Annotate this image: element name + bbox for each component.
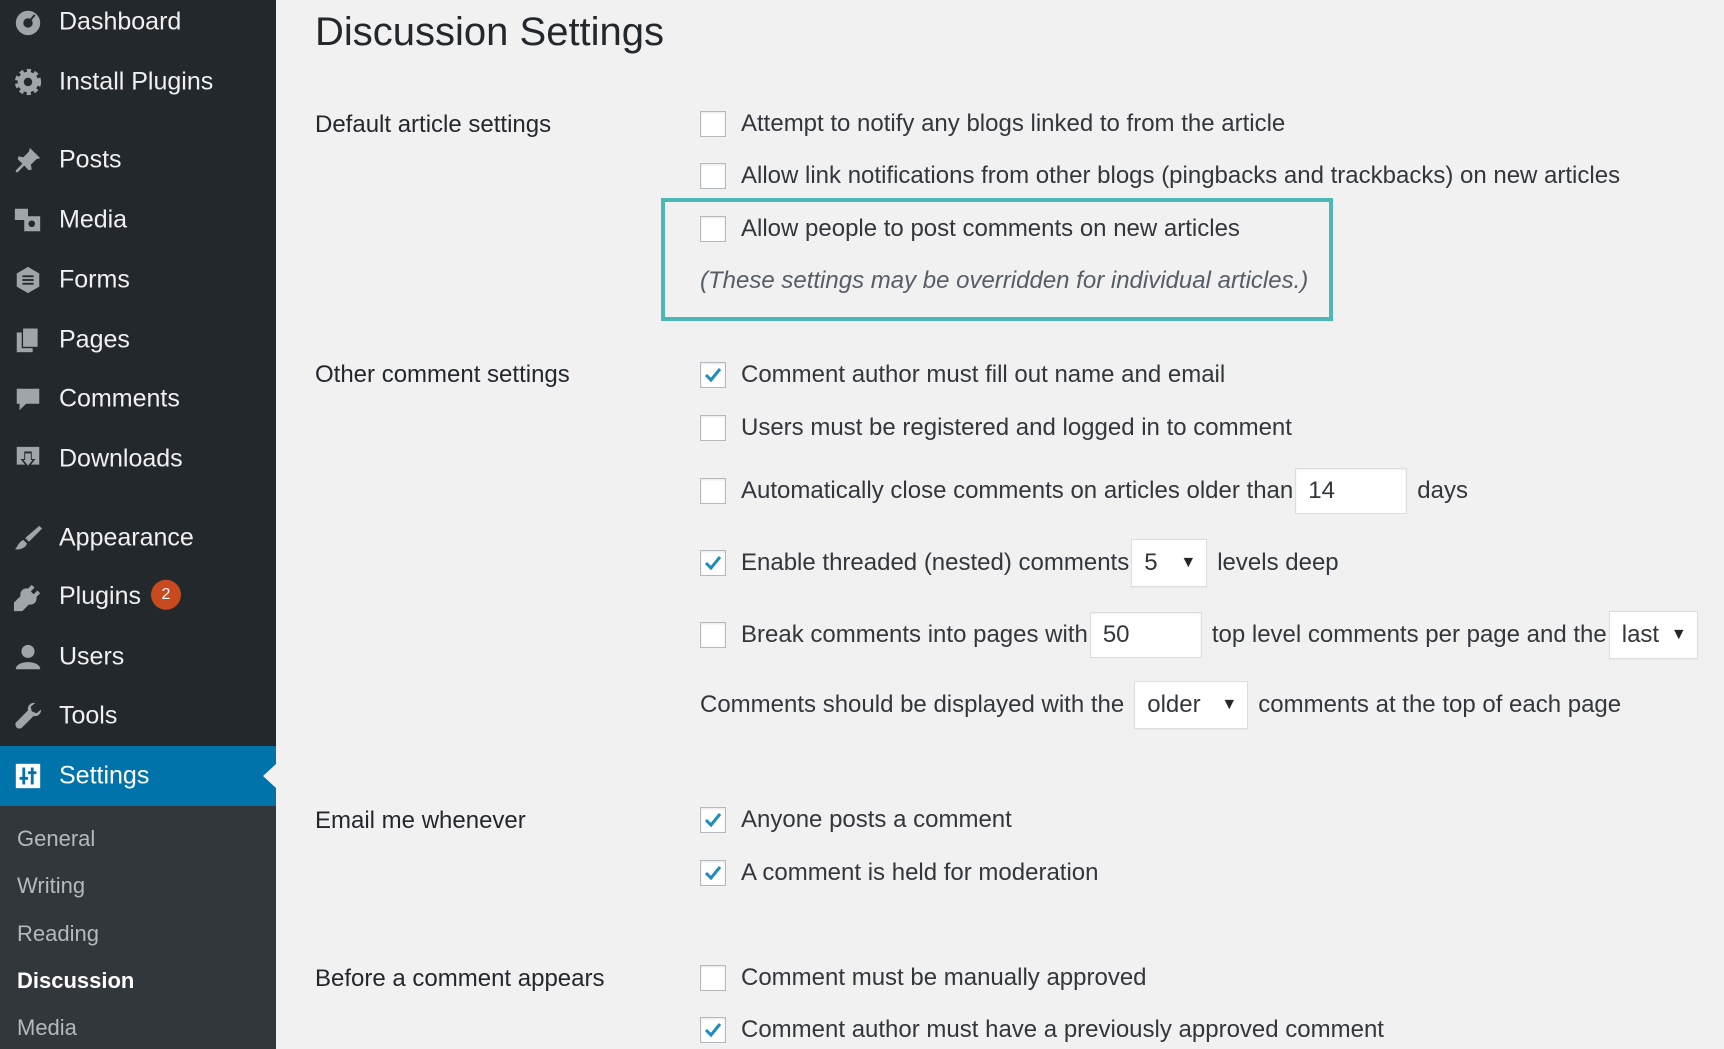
page-title: Discussion Settings <box>315 10 665 54</box>
option-label: Comment must be manually approved <box>741 964 1147 991</box>
submenu-media[interactable]: Media <box>17 1015 77 1040</box>
option-label: Attempt to notify any blogs linked to from the article <box>741 110 1286 137</box>
override-note: (These settings may be overridden for individual articles.) <box>700 267 1309 294</box>
registration-required-checkbox[interactable] <box>700 415 726 441</box>
option-label: Comment author must fill out name and email <box>741 361 1226 388</box>
checkmark-icon <box>702 1019 724 1041</box>
menu-label: Downloads <box>59 444 183 473</box>
order-prefix-text: Comments should be displayed with the <box>700 691 1125 718</box>
submenu-writing[interactable]: Writing <box>17 873 86 898</box>
thread-depth-select[interactable] <box>1131 539 1207 587</box>
option-registration-required <box>700 414 1292 442</box>
paintbrush-icon <box>12 522 44 554</box>
menu-item-forms[interactable] <box>0 250 276 310</box>
menu-label: Dashboard <box>59 7 182 36</box>
checkmark-icon <box>702 552 724 574</box>
option-label: Users must be registered and logged in to comment <box>741 414 1292 441</box>
plugin-icon <box>12 581 44 613</box>
option-label: Allow link notifications from other blogs (pingbacks and trackbacks) on new articles <box>741 162 1621 189</box>
menu-item-posts[interactable] <box>0 130 276 190</box>
gear-icon <box>12 66 44 98</box>
option-label: Automatically close comments on articles older than <box>741 477 1294 504</box>
levels-suffix: levels deep <box>1217 549 1339 576</box>
menu-item-appearance[interactable] <box>0 508 276 568</box>
option-close-comments <box>700 468 1468 514</box>
menu-item-settings[interactable] <box>0 746 276 806</box>
comments-per-page-input[interactable]: 50 <box>1090 612 1202 658</box>
menu-label: Media <box>59 205 128 234</box>
email-anyone-posts-checkbox[interactable] <box>700 807 726 833</box>
menu-item-media[interactable] <box>0 190 276 250</box>
comment-icon <box>12 383 44 415</box>
settings-icon <box>12 760 44 792</box>
checkmark-icon <box>702 809 724 831</box>
menu-label: Forms <box>59 265 130 294</box>
option-label: Comment author must have a previously approved comment <box>741 1016 1384 1043</box>
section-label-before-appears: Before a comment appears <box>315 965 605 992</box>
option-require-name-email <box>700 361 1225 389</box>
menu-label: Settings <box>59 761 150 790</box>
dashboard-icon <box>12 6 44 38</box>
chevron-down-icon: ▼ <box>1180 554 1197 571</box>
select-value: last <box>1621 621 1660 648</box>
menu-label: Users <box>59 642 125 671</box>
pages-icon <box>12 324 44 356</box>
previously-approved-checkbox[interactable] <box>700 1017 726 1043</box>
media-icon <box>12 204 44 236</box>
option-email-anyone-posts <box>700 806 1012 834</box>
checkmark-icon <box>702 862 724 884</box>
days-suffix: days <box>1417 477 1468 504</box>
option-label: Anyone posts a comment <box>741 806 1012 833</box>
section-label-default-article: Default article settings <box>315 111 552 138</box>
option-label: Allow people to post comments on new articles <box>741 215 1240 242</box>
threaded-comments-checkbox[interactable] <box>700 550 726 576</box>
menu-item-install-plugins[interactable] <box>0 52 276 112</box>
settings-submenu <box>0 806 276 1049</box>
notify-blogs-checkbox[interactable] <box>700 111 726 137</box>
update-count-badge: 2 <box>151 580 181 610</box>
option-comment-order <box>700 681 1621 729</box>
menu-item-users[interactable] <box>0 627 276 687</box>
manual-approval-checkbox[interactable] <box>700 965 726 991</box>
checkmark-icon <box>702 364 724 386</box>
chevron-down-icon: ▼ <box>1670 626 1687 643</box>
admin-sidebar <box>0 0 276 1049</box>
chevron-down-icon: ▼ <box>1221 696 1238 713</box>
option-notify-blogs <box>700 110 1285 138</box>
option-email-held-moderation <box>700 859 1099 887</box>
menu-label: Install Plugins <box>59 67 214 96</box>
option-label: Enable threaded (nested) comments <box>741 549 1130 576</box>
option-previously-approved <box>700 1016 1384 1044</box>
menu-item-pages[interactable] <box>0 310 276 370</box>
paging-middle-text: top level comments per page and the <box>1211 621 1607 648</box>
order-suffix-text: comments at the top of each page <box>1258 691 1622 718</box>
menu-label: Tools <box>59 701 118 730</box>
user-icon <box>12 641 44 673</box>
menu-label: Pages <box>59 325 130 354</box>
menu-item-dashboard[interactable] <box>0 0 276 52</box>
highlight-annotation-box <box>661 198 1333 321</box>
active-indicator-arrow <box>263 764 276 788</box>
menu-item-comments[interactable] <box>0 369 276 429</box>
pin-icon <box>12 144 44 176</box>
section-label-email-me: Email me whenever <box>315 807 526 834</box>
select-value: 5 <box>1144 549 1158 576</box>
comment-order-select[interactable] <box>1134 681 1248 729</box>
menu-item-plugins[interactable] <box>0 567 276 627</box>
submenu-discussion[interactable]: Discussion <box>17 968 135 993</box>
link-notifications-checkbox[interactable] <box>700 163 726 189</box>
default-page-select[interactable] <box>1609 611 1698 659</box>
close-comments-days-input[interactable]: 14 <box>1295 468 1407 514</box>
email-held-moderation-checkbox[interactable] <box>700 860 726 886</box>
paging-checkbox[interactable] <box>700 622 726 648</box>
option-manual-approval <box>700 964 1147 992</box>
submenu-reading[interactable]: Reading <box>17 921 99 946</box>
option-paging <box>700 611 1708 659</box>
forms-icon <box>12 264 44 296</box>
option-label: A comment is held for moderation <box>741 859 1099 886</box>
submenu-general[interactable]: General <box>17 826 96 851</box>
menu-item-tools[interactable] <box>0 686 276 746</box>
option-link-notifications <box>700 162 1620 190</box>
wrench-icon <box>12 700 44 732</box>
menu-label: Plugins 2 <box>59 582 181 612</box>
menu-item-downloads[interactable] <box>0 429 276 489</box>
close-comments-checkbox[interactable] <box>700 478 726 504</box>
menu-label: Posts <box>59 145 122 174</box>
menu-label: Appearance <box>59 523 194 552</box>
select-value: older <box>1147 691 1201 718</box>
download-icon <box>12 443 44 475</box>
option-threaded-comments <box>700 539 1339 587</box>
option-label: Break comments into pages with <box>741 621 1088 648</box>
require-name-email-checkbox[interactable] <box>700 362 726 388</box>
section-label-other-comment: Other comment settings <box>315 361 570 388</box>
menu-label: Comments <box>59 384 180 413</box>
